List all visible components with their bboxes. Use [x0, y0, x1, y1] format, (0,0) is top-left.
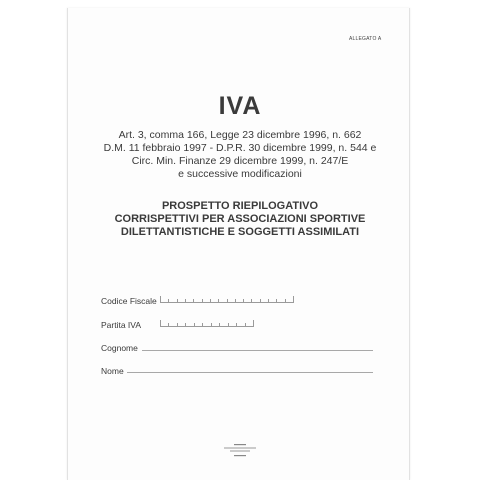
comb-tick [251, 299, 252, 303]
comb-tick [219, 323, 220, 327]
comb-baseline [160, 326, 253, 327]
comb-tick [210, 299, 211, 303]
legal-reference-line: Art. 3, comma 166, Legge 23 dicembre 1996, n. 662 [118, 129, 362, 141]
cognome-field[interactable] [142, 350, 373, 351]
codice-fiscale-field[interactable] [160, 296, 293, 303]
legal-reference-line: Circ. Min. Finanze 29 dicembre 1999, n. 247/E [131, 155, 349, 167]
legal-reference-line: D.M. 11 febbraio 1997 - D.P.R. 30 dicembre 1999, n. 544 e [103, 142, 377, 154]
comb-tick [243, 299, 244, 303]
comb-tick [293, 296, 294, 303]
comb-tick [211, 323, 212, 327]
comb-tick [168, 299, 169, 303]
comb-tick [285, 299, 286, 303]
comb-tick [245, 323, 246, 327]
comb-tick [194, 323, 195, 327]
legal-reference-line: e successive modificazioni [178, 168, 302, 180]
comb-tick [276, 299, 277, 303]
nome-label: Nome [101, 366, 124, 376]
comb-tick [260, 299, 261, 303]
comb-tick [160, 320, 161, 327]
comb-tick [236, 323, 237, 327]
partita-iva-label: Partita IVA [101, 320, 141, 330]
form-subtitle [0, 200, 480, 239]
comb-tick [227, 299, 228, 303]
comb-tick [202, 323, 203, 327]
subtitle-line: DILETTANTISTICHE E SOGGETTI ASSIMILATI [120, 226, 360, 238]
subtitle-line: CORRISPETTIVI PER ASSOCIAZIONI SPORTIVE [114, 213, 366, 225]
form-sheet [67, 8, 410, 480]
codice-fiscale-label: Codice Fiscale [101, 296, 157, 306]
legal-reference [0, 129, 480, 181]
nome-field[interactable] [127, 372, 373, 373]
document-title: IVA [218, 92, 262, 120]
comb-tick [177, 323, 178, 327]
comb-tick [160, 296, 161, 303]
comb-tick [177, 299, 178, 303]
comb-tick [253, 320, 254, 327]
comb-tick [193, 299, 194, 303]
partita-iva-field[interactable] [160, 320, 253, 327]
comb-tick [228, 323, 229, 327]
printer-imprint [0, 443, 480, 461]
comb-tick [218, 299, 219, 303]
comb-tick [168, 323, 169, 327]
comb-tick [202, 299, 203, 303]
imprint-marks [210, 443, 270, 459]
cognome-label: Cognome [101, 343, 138, 353]
comb-tick [185, 299, 186, 303]
comb-tick [268, 299, 269, 303]
annex-label: ALLEGATO A [349, 36, 382, 42]
subtitle-line: PROSPETTO RIEPILOGATIVO [161, 200, 319, 212]
comb-tick [185, 323, 186, 327]
comb-tick [235, 299, 236, 303]
